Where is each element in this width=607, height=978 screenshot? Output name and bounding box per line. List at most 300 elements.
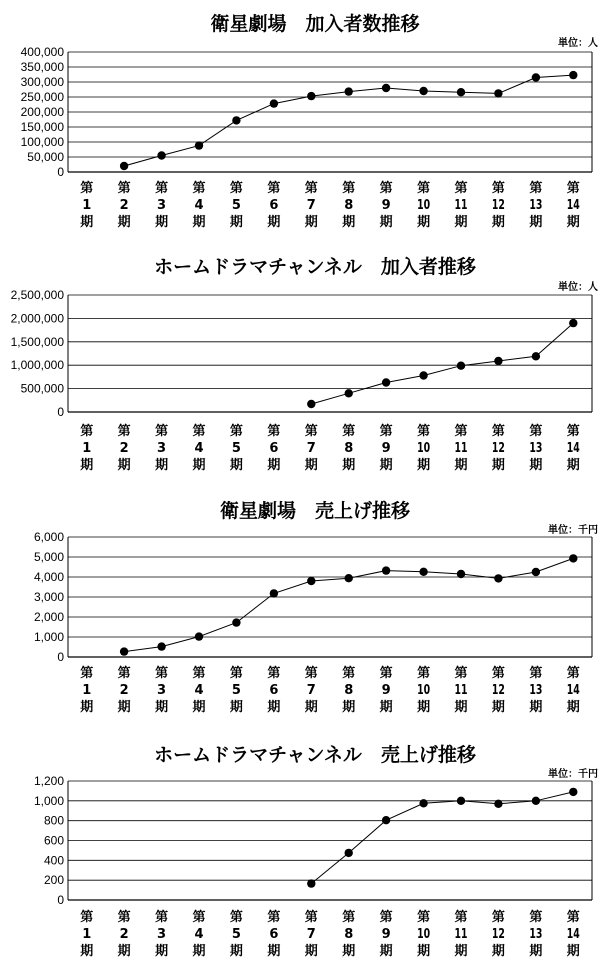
x-tick-label bbox=[454, 909, 467, 959]
x-tick-part: 3 bbox=[157, 683, 167, 698]
x-tick-part: 期 bbox=[155, 458, 169, 473]
chart-title: 衛星劇場 売上げ推移 bbox=[219, 500, 411, 522]
y-tick-label: 1,500,000 bbox=[10, 334, 64, 349]
unit-label: 単位：人 bbox=[558, 282, 598, 293]
data-point bbox=[345, 574, 353, 582]
y-tick-label: 1,000 bbox=[33, 630, 64, 644]
data-point bbox=[307, 577, 315, 585]
x-tick-part: 期 bbox=[529, 215, 543, 230]
x-tick-part: 3 bbox=[157, 927, 167, 942]
x-tick-label bbox=[454, 423, 467, 473]
x-tick-part: 第 bbox=[117, 424, 131, 439]
x-tick-part: 第 bbox=[342, 910, 356, 925]
x-tick-part: 1 bbox=[82, 198, 92, 213]
x-tick-part: 第 bbox=[229, 181, 243, 196]
x-tick-part: 期 bbox=[155, 700, 169, 715]
chart-2 bbox=[11, 255, 598, 473]
unit-label: 単位：千円 bbox=[548, 769, 598, 780]
x-tick-part: 期 bbox=[454, 700, 468, 715]
data-point bbox=[532, 73, 540, 81]
x-tick-label bbox=[529, 665, 542, 715]
data-point bbox=[307, 879, 315, 887]
x-tick-part: 7 bbox=[306, 683, 316, 698]
x-tick-part: 期 bbox=[192, 215, 206, 230]
x-tick-part: 期 bbox=[117, 700, 131, 715]
x-tick-part: 期 bbox=[229, 215, 243, 230]
x-tick-label bbox=[492, 423, 505, 473]
x-tick-label bbox=[192, 665, 205, 715]
x-tick-label bbox=[118, 909, 131, 959]
x-tick-part: 第 bbox=[229, 910, 243, 925]
x-tick-part: 第 bbox=[566, 181, 580, 196]
x-tick-part: 8 bbox=[344, 198, 354, 213]
x-tick-label bbox=[118, 423, 131, 473]
x-tick-part: 期 bbox=[454, 944, 468, 959]
x-tick-part: 期 bbox=[566, 458, 580, 473]
y-tick-label: 150,000 bbox=[20, 120, 64, 134]
x-tick-label bbox=[492, 180, 505, 230]
x-tick-part: 期 bbox=[304, 458, 318, 473]
x-tick-part: 6 bbox=[269, 441, 279, 456]
y-tick-label: 2,000 bbox=[33, 610, 64, 624]
x-tick-part: 第 bbox=[454, 910, 468, 925]
x-tick-part: 第 bbox=[379, 666, 393, 681]
x-tick-part: 第 bbox=[229, 666, 243, 681]
x-tick-part: 第 bbox=[342, 666, 356, 681]
x-tick-part: 8 bbox=[344, 683, 354, 698]
y-tick-label: 200,000 bbox=[20, 105, 64, 119]
x-tick-part: 11 bbox=[454, 198, 468, 213]
x-tick-part: 第 bbox=[229, 424, 243, 439]
x-tick-part: 第 bbox=[491, 424, 505, 439]
x-tick-part: 13 bbox=[529, 927, 543, 942]
x-tick-part: 期 bbox=[417, 458, 431, 473]
data-point bbox=[457, 88, 465, 96]
x-tick-part: 期 bbox=[491, 215, 505, 230]
x-tick-part: 期 bbox=[192, 944, 206, 959]
x-tick-label bbox=[305, 909, 318, 959]
x-tick-part: 14 bbox=[566, 683, 580, 698]
x-tick-part: 11 bbox=[454, 441, 468, 456]
x-tick-part: 第 bbox=[267, 181, 281, 196]
x-tick-part: 6 bbox=[269, 927, 279, 942]
x-tick-part: 5 bbox=[231, 441, 241, 456]
y-tick-label: 2,000,000 bbox=[10, 311, 64, 326]
x-tick-part: 7 bbox=[306, 441, 316, 456]
x-tick-label bbox=[529, 909, 542, 959]
x-tick-part: 14 bbox=[566, 198, 580, 213]
x-tick-part: 14 bbox=[566, 927, 580, 942]
x-tick-part: 2 bbox=[119, 441, 129, 456]
chart-title: 衛星劇場 加入者数推移 bbox=[210, 13, 420, 35]
x-tick-part: 第 bbox=[304, 181, 318, 196]
chart-4 bbox=[34, 743, 598, 959]
x-tick-part: 期 bbox=[80, 215, 94, 230]
x-tick-label bbox=[567, 909, 580, 959]
unit-label: 単位：千円 bbox=[548, 525, 598, 536]
x-tick-label bbox=[417, 423, 430, 473]
x-tick-label bbox=[118, 180, 131, 230]
x-tick-label bbox=[80, 180, 93, 230]
x-tick-label bbox=[380, 423, 393, 473]
y-tick-label: 250,000 bbox=[20, 90, 64, 104]
x-tick-label bbox=[267, 423, 280, 473]
x-tick-part: 第 bbox=[529, 424, 543, 439]
x-tick-label bbox=[454, 180, 467, 230]
x-tick-part: 12 bbox=[491, 441, 505, 456]
data-point bbox=[345, 849, 353, 857]
y-tick-label: 1,000 bbox=[33, 793, 64, 808]
x-tick-label bbox=[454, 665, 467, 715]
data-point bbox=[419, 799, 427, 807]
x-tick-part: 第 bbox=[529, 910, 543, 925]
data-point bbox=[569, 71, 577, 79]
x-tick-label bbox=[267, 180, 280, 230]
y-tick-label: 0 bbox=[57, 165, 64, 179]
data-point bbox=[120, 162, 128, 170]
x-tick-part: 期 bbox=[491, 944, 505, 959]
x-tick-part: 4 bbox=[194, 683, 204, 698]
x-tick-part: 期 bbox=[566, 215, 580, 230]
x-tick-part: 9 bbox=[381, 441, 391, 456]
x-tick-part: 期 bbox=[417, 700, 431, 715]
x-tick-part: 13 bbox=[529, 683, 543, 698]
x-tick-label bbox=[155, 665, 168, 715]
x-tick-part: 期 bbox=[342, 215, 356, 230]
x-tick-part: 期 bbox=[267, 700, 281, 715]
x-tick-part: 第 bbox=[80, 424, 94, 439]
x-tick-part: 第 bbox=[417, 424, 431, 439]
x-tick-label bbox=[155, 180, 168, 230]
data-point bbox=[195, 632, 203, 640]
x-tick-part: 6 bbox=[269, 198, 279, 213]
x-tick-part: 期 bbox=[417, 215, 431, 230]
x-tick-part: 期 bbox=[454, 458, 468, 473]
y-tick-label: 400,000 bbox=[20, 45, 64, 59]
x-tick-label bbox=[342, 665, 355, 715]
data-point bbox=[419, 371, 427, 379]
data-point bbox=[270, 99, 278, 107]
y-tick-label: 800 bbox=[43, 813, 64, 828]
x-tick-part: 期 bbox=[192, 700, 206, 715]
data-point bbox=[532, 568, 540, 576]
data-point bbox=[232, 618, 240, 626]
x-tick-label bbox=[118, 665, 131, 715]
x-tick-label bbox=[342, 180, 355, 230]
y-tick-label: 200 bbox=[43, 873, 64, 888]
x-tick-label bbox=[417, 909, 430, 959]
x-tick-part: 2 bbox=[119, 927, 129, 942]
x-tick-part: 期 bbox=[342, 944, 356, 959]
x-tick-label bbox=[380, 180, 393, 230]
x-tick-label bbox=[230, 665, 243, 715]
x-tick-part: 期 bbox=[379, 944, 393, 959]
x-tick-label bbox=[155, 909, 168, 959]
x-tick-label bbox=[342, 909, 355, 959]
x-tick-part: 期 bbox=[80, 458, 94, 473]
x-tick-part: 第 bbox=[80, 666, 94, 681]
unit-label: 単位：人 bbox=[558, 38, 598, 49]
x-tick-label bbox=[267, 909, 280, 959]
x-tick-part: 第 bbox=[117, 181, 131, 196]
x-tick-part: 5 bbox=[231, 927, 241, 942]
x-tick-part: 第 bbox=[304, 424, 318, 439]
x-tick-part: 第 bbox=[529, 181, 543, 196]
data-point bbox=[157, 151, 165, 159]
x-tick-part: 第 bbox=[342, 181, 356, 196]
data-point bbox=[569, 788, 577, 796]
x-tick-part: 7 bbox=[306, 198, 316, 213]
x-tick-part: 期 bbox=[155, 215, 169, 230]
x-tick-part: 4 bbox=[194, 927, 204, 942]
x-tick-part: 期 bbox=[566, 700, 580, 715]
y-tick-label: 500,000 bbox=[20, 381, 64, 396]
x-tick-label bbox=[192, 909, 205, 959]
x-tick-part: 第 bbox=[454, 666, 468, 681]
x-tick-part: 9 bbox=[381, 683, 391, 698]
data-point bbox=[494, 800, 502, 808]
chart-1 bbox=[21, 12, 598, 230]
x-tick-label bbox=[80, 665, 93, 715]
x-tick-part: 第 bbox=[267, 424, 281, 439]
x-tick-part: 期 bbox=[267, 215, 281, 230]
y-tick-label: 100,000 bbox=[20, 135, 64, 149]
x-tick-part: 12 bbox=[491, 198, 505, 213]
x-tick-part: 期 bbox=[192, 458, 206, 473]
x-tick-label bbox=[380, 909, 393, 959]
x-tick-part: 第 bbox=[155, 181, 169, 196]
x-tick-label bbox=[380, 665, 393, 715]
data-point bbox=[494, 574, 502, 582]
x-tick-part: 期 bbox=[529, 700, 543, 715]
x-tick-part: 第 bbox=[117, 666, 131, 681]
x-tick-part: 第 bbox=[491, 910, 505, 925]
data-point bbox=[382, 816, 390, 824]
x-tick-part: 期 bbox=[566, 944, 580, 959]
data-point bbox=[382, 84, 390, 92]
series-line bbox=[124, 558, 573, 651]
data-point bbox=[232, 116, 240, 124]
x-tick-part: 第 bbox=[566, 910, 580, 925]
data-point bbox=[457, 797, 465, 805]
x-tick-part: 第 bbox=[80, 181, 94, 196]
x-tick-part: 第 bbox=[304, 666, 318, 681]
x-tick-part: 期 bbox=[117, 458, 131, 473]
chart-3 bbox=[34, 499, 598, 715]
x-tick-part: 10 bbox=[417, 683, 431, 698]
x-tick-part: 13 bbox=[529, 198, 543, 213]
x-tick-part: 期 bbox=[117, 944, 131, 959]
x-tick-part: 第 bbox=[117, 910, 131, 925]
data-point bbox=[307, 400, 315, 408]
x-tick-part: 第 bbox=[529, 666, 543, 681]
y-tick-label: 6,000 bbox=[33, 530, 64, 544]
x-tick-label bbox=[342, 423, 355, 473]
x-tick-part: 期 bbox=[417, 944, 431, 959]
x-tick-label bbox=[230, 909, 243, 959]
x-tick-label bbox=[417, 665, 430, 715]
chart-title: ホームドラマチャンネル 加入者推移 bbox=[154, 256, 476, 278]
x-tick-part: 期 bbox=[304, 944, 318, 959]
x-tick-part: 第 bbox=[80, 910, 94, 925]
x-tick-part: 5 bbox=[231, 683, 241, 698]
data-point bbox=[270, 589, 278, 597]
data-point bbox=[457, 362, 465, 370]
x-tick-part: 12 bbox=[491, 927, 505, 942]
x-tick-label bbox=[305, 423, 318, 473]
x-tick-part: 第 bbox=[454, 424, 468, 439]
x-tick-part: 第 bbox=[267, 666, 281, 681]
data-point bbox=[569, 319, 577, 327]
x-tick-part: 4 bbox=[194, 441, 204, 456]
x-tick-part: 第 bbox=[491, 666, 505, 681]
y-tick-label: 0 bbox=[57, 405, 64, 419]
x-tick-part: 第 bbox=[267, 910, 281, 925]
x-tick-part: 4 bbox=[194, 198, 204, 213]
x-tick-part: 期 bbox=[379, 700, 393, 715]
x-tick-label bbox=[567, 665, 580, 715]
data-point bbox=[157, 642, 165, 650]
x-tick-part: 期 bbox=[80, 944, 94, 959]
x-tick-part: 期 bbox=[491, 458, 505, 473]
x-tick-label bbox=[529, 423, 542, 473]
x-tick-part: 第 bbox=[491, 181, 505, 196]
x-tick-part: 第 bbox=[417, 181, 431, 196]
data-point bbox=[457, 570, 465, 578]
y-tick-label: 350,000 bbox=[20, 60, 64, 74]
x-tick-part: 期 bbox=[80, 700, 94, 715]
x-tick-part: 第 bbox=[379, 181, 393, 196]
data-point bbox=[532, 797, 540, 805]
x-tick-label bbox=[80, 423, 93, 473]
x-tick-part: 期 bbox=[229, 944, 243, 959]
y-tick-label: 2,500,000 bbox=[10, 288, 64, 302]
x-tick-part: 13 bbox=[529, 441, 543, 456]
data-point bbox=[532, 352, 540, 360]
x-tick-part: 期 bbox=[379, 215, 393, 230]
x-tick-part: 3 bbox=[157, 441, 167, 456]
x-tick-part: 期 bbox=[304, 700, 318, 715]
x-tick-part: 期 bbox=[267, 944, 281, 959]
x-tick-part: 11 bbox=[454, 683, 468, 698]
x-tick-part: 第 bbox=[304, 910, 318, 925]
x-tick-part: 期 bbox=[529, 458, 543, 473]
chart-title: ホームドラマチャンネル 売上げ推移 bbox=[154, 744, 476, 766]
x-tick-part: 期 bbox=[342, 458, 356, 473]
y-tick-label: 0 bbox=[57, 893, 64, 907]
x-tick-part: 6 bbox=[269, 683, 279, 698]
x-tick-label bbox=[305, 665, 318, 715]
x-tick-part: 8 bbox=[344, 441, 354, 456]
x-tick-label bbox=[80, 909, 93, 959]
x-tick-part: 期 bbox=[529, 944, 543, 959]
x-tick-part: 期 bbox=[155, 944, 169, 959]
y-tick-label: 5,000 bbox=[33, 550, 64, 564]
series-line bbox=[311, 792, 573, 884]
data-point bbox=[494, 357, 502, 365]
data-point bbox=[494, 89, 502, 97]
y-tick-label: 300,000 bbox=[20, 75, 64, 89]
x-tick-part: 期 bbox=[491, 700, 505, 715]
y-tick-label: 1,000,000 bbox=[10, 358, 64, 373]
x-tick-part: 10 bbox=[417, 441, 431, 456]
x-tick-part: 期 bbox=[304, 215, 318, 230]
x-tick-part: 期 bbox=[229, 700, 243, 715]
x-tick-part: 1 bbox=[82, 441, 92, 456]
x-tick-part: 第 bbox=[566, 424, 580, 439]
x-tick-part: 第 bbox=[417, 910, 431, 925]
x-tick-label bbox=[192, 180, 205, 230]
data-point bbox=[345, 87, 353, 95]
x-tick-part: 3 bbox=[157, 198, 167, 213]
data-point bbox=[419, 87, 427, 95]
y-tick-label: 1,200 bbox=[33, 774, 64, 788]
data-point bbox=[195, 141, 203, 149]
x-tick-label bbox=[305, 180, 318, 230]
x-tick-label bbox=[417, 180, 430, 230]
x-tick-part: 8 bbox=[344, 927, 354, 942]
data-point bbox=[382, 566, 390, 574]
x-tick-part: 期 bbox=[117, 215, 131, 230]
x-tick-part: 期 bbox=[379, 458, 393, 473]
x-tick-label bbox=[155, 423, 168, 473]
x-tick-part: 期 bbox=[267, 458, 281, 473]
x-tick-part: 1 bbox=[82, 683, 92, 698]
x-tick-part: 14 bbox=[566, 441, 580, 456]
x-tick-part: 第 bbox=[155, 666, 169, 681]
x-tick-label bbox=[492, 909, 505, 959]
x-tick-label bbox=[529, 180, 542, 230]
x-tick-part: 2 bbox=[119, 198, 129, 213]
x-tick-part: 期 bbox=[229, 458, 243, 473]
y-tick-label: 600 bbox=[43, 833, 64, 848]
data-point bbox=[120, 647, 128, 655]
x-tick-label bbox=[567, 180, 580, 230]
x-tick-label bbox=[492, 665, 505, 715]
x-tick-part: 10 bbox=[417, 198, 431, 213]
x-tick-part: 第 bbox=[417, 666, 431, 681]
x-tick-part: 5 bbox=[231, 198, 241, 213]
x-tick-part: 1 bbox=[82, 927, 92, 942]
x-tick-label bbox=[230, 423, 243, 473]
x-tick-label bbox=[567, 423, 580, 473]
y-tick-label: 3,000 bbox=[33, 590, 64, 604]
x-tick-label bbox=[192, 423, 205, 473]
x-tick-part: 第 bbox=[342, 424, 356, 439]
x-tick-label bbox=[267, 665, 280, 715]
x-tick-part: 第 bbox=[192, 181, 206, 196]
x-tick-part: 第 bbox=[379, 910, 393, 925]
x-tick-part: 期 bbox=[454, 215, 468, 230]
data-point bbox=[307, 92, 315, 100]
x-tick-part: 第 bbox=[155, 424, 169, 439]
y-tick-label: 4,000 bbox=[33, 570, 64, 584]
x-tick-part: 第 bbox=[155, 910, 169, 925]
x-tick-part: 2 bbox=[119, 683, 129, 698]
x-tick-part: 10 bbox=[417, 927, 431, 942]
x-tick-part: 期 bbox=[342, 700, 356, 715]
data-point bbox=[569, 554, 577, 562]
x-tick-part: 9 bbox=[381, 927, 391, 942]
data-point bbox=[419, 568, 427, 576]
x-tick-label bbox=[230, 180, 243, 230]
y-tick-label: 50,000 bbox=[27, 150, 64, 164]
x-tick-part: 第 bbox=[566, 666, 580, 681]
y-tick-label: 0 bbox=[57, 650, 64, 664]
data-point bbox=[345, 389, 353, 397]
x-tick-part: 第 bbox=[192, 910, 206, 925]
x-tick-part: 第 bbox=[192, 666, 206, 681]
